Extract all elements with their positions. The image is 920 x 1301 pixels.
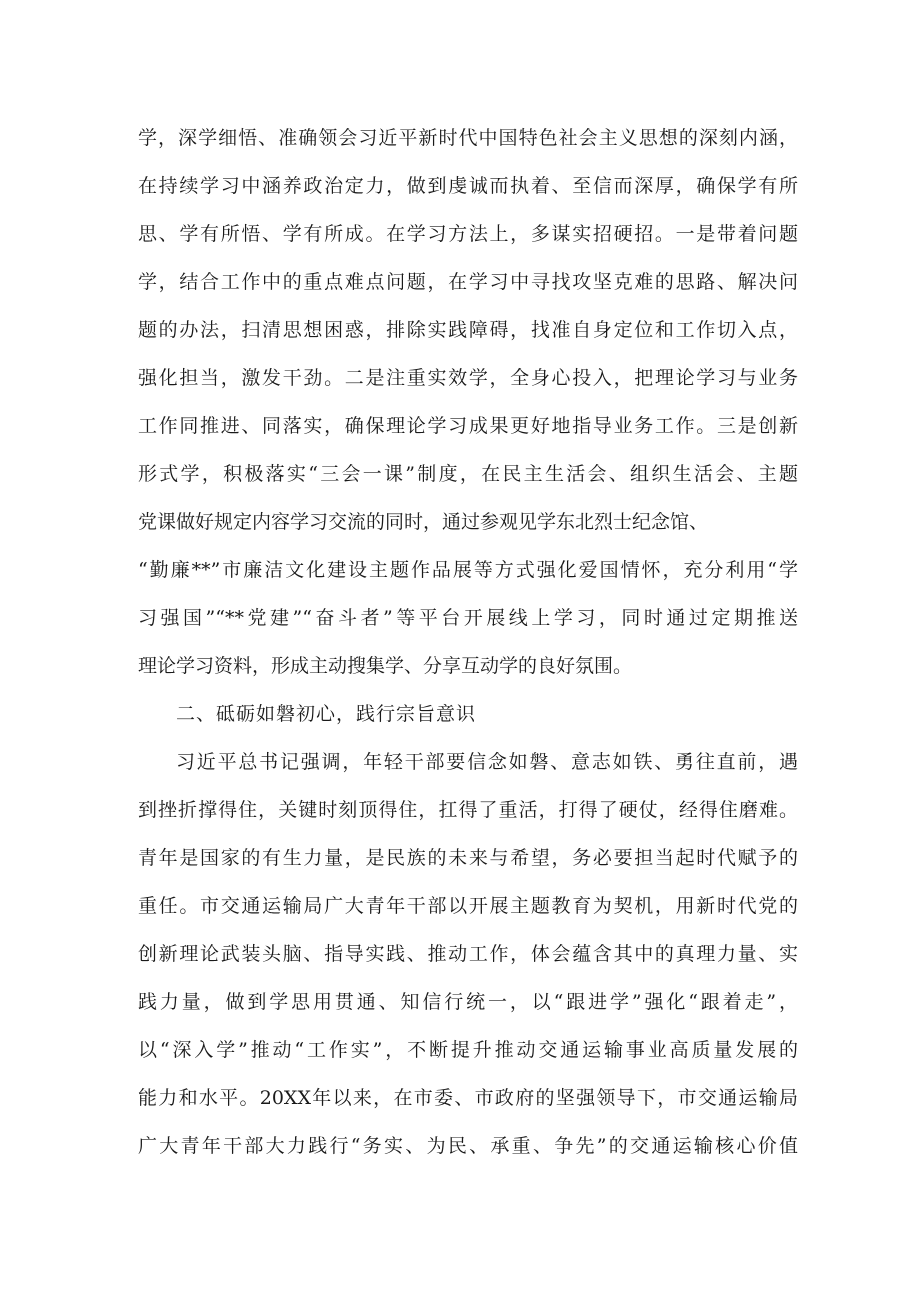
paragraph-1-line-7: 工作同推进、同落实，确保理论学习成果更好地指导业务工作。三是创新	[138, 415, 798, 437]
paragraph-2-line-7: 以“深入学”推动“工作实”，不断提升推动交通运输事业高质量发展的	[138, 1039, 798, 1061]
paragraph-1-line-6: 强化担当，激发干劲。二是注重实效学，全身心投入，把理论学习与业务	[138, 367, 798, 389]
paragraph-2-line-4: 重任。市交通运输局广大青年干部以开展主题教育为契机，用新时代党的	[138, 895, 798, 917]
paragraph-2-line-5: 创新理论武装头脑、指导实践、推动工作，体会蕴含其中的真理力量、实	[138, 943, 798, 965]
paragraph-2-line-6: 践力量，做到学思用贯通、知信行统一，以“跟进学”强化“跟着走”，	[138, 991, 798, 1013]
paragraph-1-line-3: 思、学有所悟、学有所成。在学习方法上，多谋实招硬招。一是带着问题	[138, 223, 798, 245]
paragraph-2-line-2: 到挫折撑得住，关键时刻顶得住，扛得了重活，打得了硬仗，经得住磨难。	[138, 799, 798, 821]
paragraph-1-line-4: 学，结合工作中的重点难点问题，在学习中寻找攻坚克难的思路、解决问	[138, 271, 798, 293]
paragraph-1-line-9: 党课做好规定内容学习交流的同时，通过参观见学东北烈士纪念馆、	[138, 511, 709, 533]
paragraph-1-line-2: 在持续学习中涵养政治定力，做到虔诚而执着、至信而深厚，确保学有所	[138, 175, 798, 197]
paragraph-1-line-5: 题的办法，扫清思想困惑，排除实践障碍，找准自身定位和工作切入点，	[138, 319, 798, 341]
paragraph-1-line-8: 形式学，积极落实“三会一课”制度，在民主生活会、组织生活会、主题	[138, 463, 798, 485]
paragraph-1-line-10: “勤廉**”市廉洁文化建设主题作品展等方式强化爱国情怀，充分利用“学	[138, 559, 798, 581]
paragraph-1-line-12: 理论学习资料，形成主动搜集学、分享互动学的良好氛围。	[138, 655, 633, 677]
paragraph-1-line-1: 学，深学细悟、准确领会习近平新时代中国特色社会主义思想的深刻内涵，	[138, 127, 798, 149]
paragraph-2-line-1: 习近平总书记强调，年轻干部要信念如磐、意志如铁、勇往直前，遇	[176, 751, 798, 773]
paragraph-1-line-11: 习强国”“**党建”“奋斗者”等平台开展线上学习，同时通过定期推送	[138, 607, 798, 629]
paragraph-2-line-8: 能力和水平。20XX年以来，在市委、市政府的坚强领导下，市交通运输局	[138, 1087, 798, 1109]
paragraph-2-line-9: 广大青年干部大力践行“务实、为民、承重、争先”的交通运输核心价值	[138, 1135, 798, 1157]
paragraph-2-line-3: 青年是国家的有生力量，是民族的未来与希望，务必要担当起时代赋予的	[138, 847, 798, 869]
section-heading: 二、砥砺如磐初心，践行宗旨意识	[176, 703, 477, 725]
